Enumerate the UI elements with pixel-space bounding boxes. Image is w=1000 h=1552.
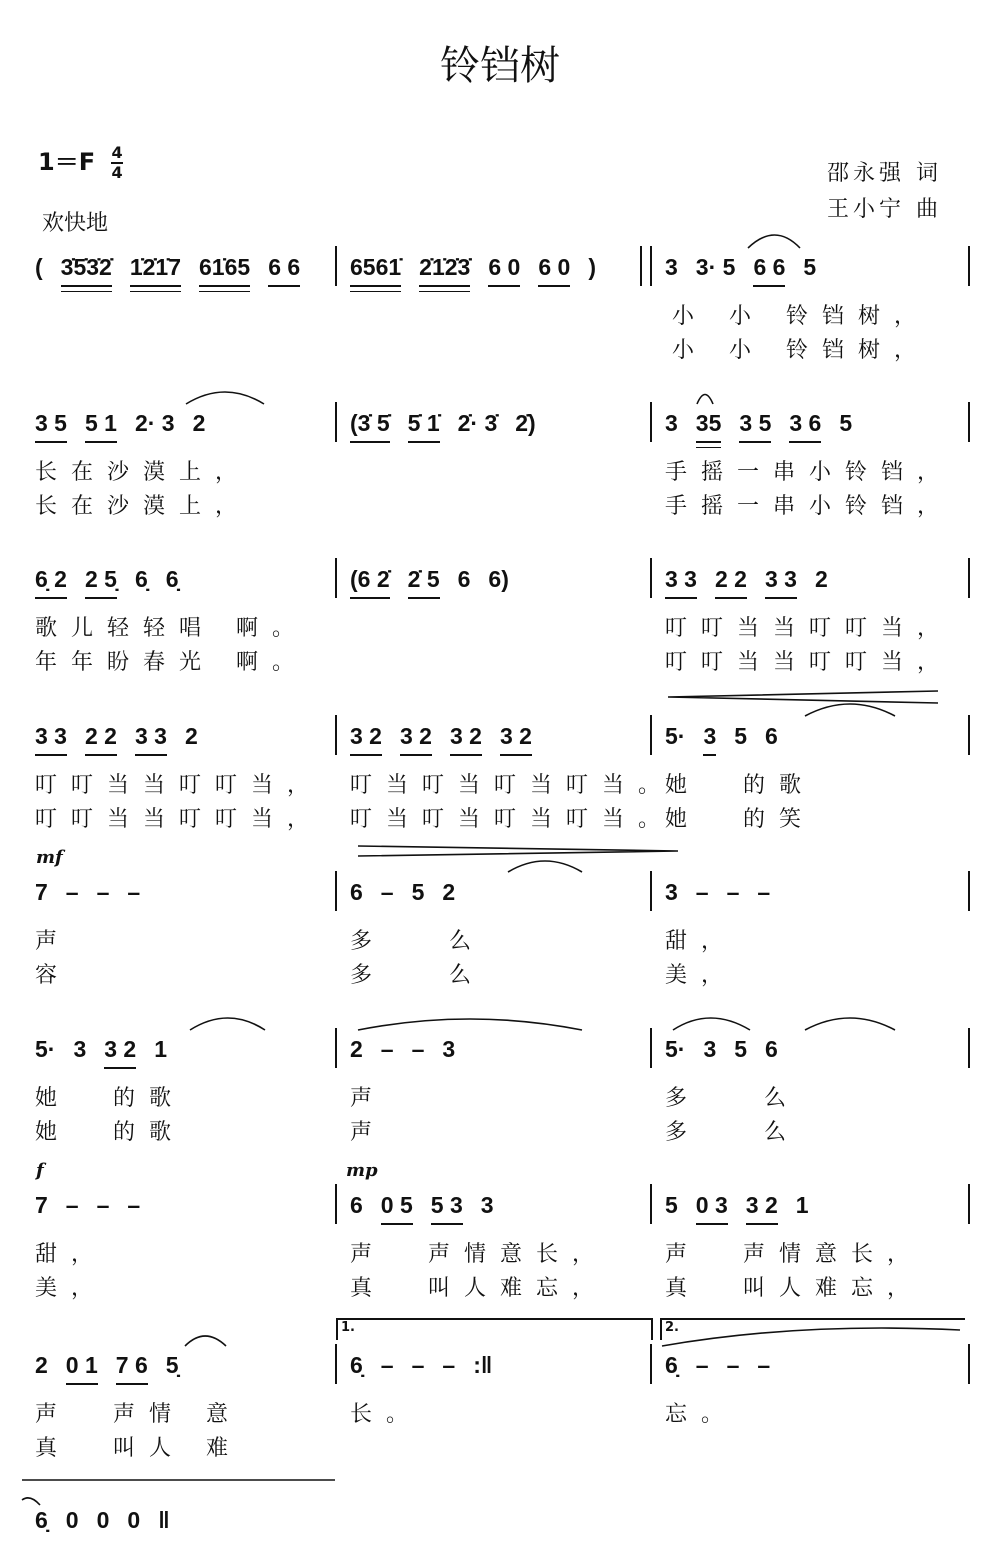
note-group: 1̇2̇1̇7	[130, 252, 181, 287]
note-group: 2 2	[715, 564, 747, 599]
note-group: 6 6	[753, 252, 785, 287]
lyric-line: 真 叫人 难	[35, 1436, 242, 1461]
note-group: 5·	[665, 1036, 686, 1062]
note-group: 2	[442, 879, 456, 905]
lyric-line: 她 的笑	[665, 807, 815, 832]
barline	[650, 246, 652, 286]
score-row	[0, 1034, 1000, 1145]
score-row	[0, 1320, 1000, 1461]
song-title: 铃铛树	[440, 43, 560, 89]
lyric-line: 手摇一串小铃铛，	[665, 494, 954, 519]
barline	[335, 1344, 337, 1384]
note-group: –	[411, 1352, 425, 1378]
barline	[968, 871, 970, 911]
dynamic-marking: mf	[36, 847, 63, 868]
score-row	[0, 252, 1000, 363]
barline	[968, 1344, 970, 1384]
lyric-line: 她 的歌	[665, 773, 815, 798]
lyric-line: 甜，	[35, 1242, 108, 1267]
note-group: 3 2	[450, 721, 482, 756]
barline	[650, 1184, 652, 1224]
note-group: 2 5̣	[85, 564, 117, 599]
note-group: 6̣	[35, 1507, 48, 1533]
note-group: 0 1	[66, 1350, 98, 1385]
lyric-line: 真 叫人难忘，	[665, 1276, 923, 1301]
slur	[185, 1336, 226, 1346]
lyric-line: 多 么	[665, 1120, 800, 1145]
note-group: 3	[665, 254, 678, 280]
note-group: :‖	[473, 1352, 493, 1378]
note-group: 0	[65, 1507, 79, 1533]
note-group: 6	[765, 1036, 778, 1062]
note-group: 1	[154, 1036, 168, 1062]
note-group: 5	[734, 1036, 748, 1062]
note-group: –	[380, 1352, 394, 1378]
lyric-line: 长。	[350, 1402, 423, 1427]
note-group: 6)	[488, 566, 509, 592]
measure	[665, 1190, 955, 1230]
note-group: 6561̇	[350, 252, 401, 287]
note-group: 3	[442, 1036, 456, 1062]
measure	[35, 1190, 325, 1230]
note-group: 6̣ 2	[35, 564, 67, 599]
note-group: 3 5	[35, 408, 67, 443]
measure	[350, 1350, 640, 1390]
measure	[665, 877, 955, 917]
note-group: 1	[795, 1192, 809, 1218]
barline	[650, 871, 652, 911]
note-group: 5·	[35, 1036, 56, 1062]
measure	[350, 721, 640, 761]
measure	[350, 1190, 640, 1230]
measure	[350, 252, 640, 292]
dynamic-marking: mp	[346, 1160, 378, 1181]
note-group: 3 2	[400, 721, 432, 756]
note-group: –	[96, 879, 110, 905]
decrescendo-hairpin	[358, 846, 678, 856]
note-group: 7	[35, 1192, 48, 1218]
tempo-marking: 欢快地	[42, 211, 109, 236]
note-group: 5	[665, 1192, 678, 1218]
note-group: –	[127, 879, 141, 905]
barline	[968, 1028, 970, 1068]
lyric-line: 长在沙漠上，	[35, 460, 252, 485]
barline	[968, 246, 970, 286]
score-row	[0, 847, 1000, 988]
note-group: 6̣	[165, 566, 179, 592]
time-signature	[111, 144, 122, 182]
note-group: 6 0	[538, 252, 570, 287]
barline	[968, 715, 970, 755]
lyric-line: 小 小 铃铛树，	[672, 304, 930, 329]
note-group: 2	[184, 723, 198, 749]
note-group: 3 3	[665, 564, 697, 599]
measure	[665, 564, 955, 604]
slur	[186, 392, 264, 404]
score-row	[0, 721, 1000, 832]
slur	[190, 1018, 265, 1030]
measure	[35, 1034, 325, 1074]
lyric-line: 叮叮当当叮叮当，	[665, 650, 954, 675]
note-group: –	[695, 879, 709, 905]
note-group: 2 2	[85, 721, 117, 756]
note-group: 3 2	[746, 1190, 778, 1225]
note-group: 3	[703, 1036, 717, 1062]
lyric-line: 美，	[35, 1276, 108, 1301]
note-group: 5	[411, 879, 425, 905]
measure	[35, 252, 325, 292]
fermata	[697, 395, 713, 405]
time-top: 4	[111, 143, 123, 162]
note-group: 2̇)	[515, 410, 536, 436]
note-group: 6 0	[488, 252, 520, 287]
lyric-line: 她 的歌	[35, 1086, 185, 1111]
lyric-line: 美，	[665, 963, 738, 988]
barline	[968, 402, 970, 442]
measure	[350, 1034, 640, 1074]
note-group: 3 5	[739, 408, 771, 443]
note-group: 3	[703, 721, 716, 756]
score-row	[0, 1505, 1000, 1545]
barline	[335, 1184, 337, 1224]
barline	[640, 246, 642, 286]
note-group: –	[695, 1352, 709, 1378]
measure	[35, 408, 325, 448]
note-group: 61̇65	[199, 252, 250, 287]
lyric-line: 长在沙漠上，	[35, 494, 252, 519]
note-group: 3	[665, 879, 678, 905]
note-group: 2̇· 3̇	[457, 410, 498, 436]
note-group: 3 2	[104, 1034, 136, 1069]
lyric-line: 多 么	[350, 929, 485, 954]
measure	[665, 721, 955, 761]
tie	[22, 1480, 335, 1505]
lyric-line: 声 声情意长，	[350, 1242, 608, 1267]
note-group: 3	[480, 1192, 494, 1218]
lyric-line: 多 么	[665, 1086, 800, 1111]
note-group: 0 3	[696, 1190, 728, 1225]
barline	[650, 402, 652, 442]
measure	[665, 1034, 955, 1074]
lyric-line: 多 么	[350, 963, 485, 988]
measure	[665, 252, 955, 292]
note-group: 6̣	[665, 1352, 678, 1378]
note-group: 6	[765, 723, 778, 749]
note-group: –	[726, 1352, 740, 1378]
note-group: –	[96, 1192, 110, 1218]
note-group: 2	[350, 1036, 363, 1062]
lyric-line: 叮当叮当叮当叮当。	[350, 807, 675, 832]
note-group: 2	[35, 1352, 48, 1378]
slur	[805, 1018, 895, 1030]
score-row	[0, 408, 1000, 519]
measure	[665, 1350, 955, 1390]
note-group: 6 6	[268, 252, 300, 287]
key-signature	[38, 142, 123, 182]
barline	[650, 715, 652, 755]
note-group: 2	[814, 566, 828, 592]
lyric-line: 声	[35, 929, 72, 954]
barline	[335, 871, 337, 911]
measure	[35, 1505, 325, 1545]
crescendo-hairpin	[668, 691, 938, 703]
lyric-line: 声 声情 意	[35, 1402, 242, 1427]
barline	[650, 1028, 652, 1068]
note-group: )	[588, 254, 596, 280]
barline	[335, 246, 337, 286]
measure	[35, 564, 325, 604]
note-group: 6	[457, 566, 471, 592]
measure	[665, 408, 955, 448]
note-group: 5·	[665, 723, 686, 749]
slur	[748, 235, 800, 248]
measure	[350, 877, 640, 917]
lyric-line: 甜，	[665, 929, 738, 954]
lyric-line: 她 的歌	[35, 1120, 185, 1145]
note-group: –	[442, 1352, 456, 1378]
lyric-line: 手摇一串小铃铛，	[665, 460, 954, 485]
note-group: –	[757, 1352, 771, 1378]
measure	[35, 721, 325, 761]
dynamic-marking: f	[36, 1160, 44, 1181]
note-group: –	[380, 879, 394, 905]
note-group: 3	[73, 1036, 87, 1062]
lyric-line: 叮叮当当叮叮当，	[35, 807, 324, 832]
note-group: –	[757, 879, 771, 905]
note-group: 3 2	[350, 721, 382, 756]
measure	[35, 877, 325, 917]
measure	[350, 408, 640, 448]
score-row	[0, 1160, 1000, 1301]
note-group: (6 2̇	[350, 564, 390, 599]
note-group: 0 5	[381, 1190, 413, 1225]
note-group: 7	[35, 879, 48, 905]
lyricist-credit: 邵永强 词	[827, 161, 942, 186]
measure	[35, 1350, 325, 1390]
volta-bracket-2: 2.	[660, 1318, 965, 1340]
measure	[350, 564, 640, 604]
note-group: –	[65, 1192, 79, 1218]
note-group: 35	[696, 408, 722, 443]
note-group: 3	[665, 410, 678, 436]
note-group: 3 3	[135, 721, 167, 756]
note-group: (	[35, 254, 43, 280]
barline	[650, 1344, 652, 1384]
note-group: –	[726, 879, 740, 905]
slur	[673, 1018, 750, 1030]
barline	[968, 558, 970, 598]
note-group: 2· 3	[134, 410, 175, 436]
lyric-line: 容	[35, 963, 72, 988]
note-group: 3 2	[500, 721, 532, 756]
lyric-line: 年年盼春光 啊。	[35, 650, 308, 675]
note-group: 6	[350, 1192, 363, 1218]
note-group: –	[127, 1192, 141, 1218]
score-row	[0, 564, 1000, 675]
slur	[358, 1019, 582, 1030]
composer-credit: 王小宁 曲	[827, 197, 942, 222]
barline	[335, 1028, 337, 1068]
lyric-line: 叮当叮当叮当叮当。	[350, 773, 675, 798]
note-group: ‖	[158, 1507, 170, 1533]
note-group: 5 3	[431, 1190, 463, 1225]
lyric-line: 小 小 铃铛树，	[672, 338, 930, 363]
slur	[805, 704, 895, 716]
note-group: 2	[192, 410, 206, 436]
note-group: –	[411, 1036, 425, 1062]
note-group: 0	[96, 1507, 110, 1533]
note-group: 6̣	[134, 566, 148, 592]
note-group: 3 3	[35, 721, 67, 756]
barline	[335, 402, 337, 442]
note-group: 3 6	[789, 408, 821, 443]
lyric-line: 叮叮当当叮叮当，	[665, 616, 954, 641]
barline	[335, 558, 337, 598]
lyric-line: 声	[350, 1086, 387, 1111]
note-group: 3 3	[765, 564, 797, 599]
barline	[650, 558, 652, 598]
note-group: 5 1	[85, 408, 117, 443]
lyric-line: 歌儿轻轻唱 啊。	[35, 616, 308, 641]
key-label: 1＝F	[38, 148, 96, 176]
note-group: 5̇ 1̇	[408, 408, 440, 443]
lyric-line: 叮叮当当叮叮当，	[35, 773, 324, 798]
lyric-line: 真 叫人难忘，	[350, 1276, 608, 1301]
barline	[335, 715, 337, 755]
barline	[968, 1184, 970, 1224]
note-group: 2̇1̇2̇3̇	[419, 252, 470, 287]
note-group: 6	[350, 879, 363, 905]
lyric-line: 声	[350, 1120, 387, 1145]
slur	[508, 861, 582, 872]
note-group: 2̇ 5	[408, 564, 440, 599]
note-group: 5	[803, 254, 817, 280]
note-group: 6̣	[350, 1352, 363, 1378]
time-bottom: 4	[111, 163, 123, 182]
note-group: 5̣	[165, 1352, 179, 1378]
note-group: 3· 5	[695, 254, 736, 280]
note-group: 5	[734, 723, 748, 749]
note-group: 0	[127, 1507, 141, 1533]
note-group: 7 6	[116, 1350, 148, 1385]
note-group: 5	[839, 410, 853, 436]
note-group: –	[380, 1036, 394, 1062]
note-group: (3̇ 5̇	[350, 408, 390, 443]
volta-bracket-1: 1.	[336, 1318, 653, 1340]
lyric-line: 声 声情意长，	[665, 1242, 923, 1267]
lyric-line: 忘。	[665, 1402, 738, 1427]
note-group: 3̇5̇3̇2̇	[61, 252, 112, 287]
note-group: –	[65, 879, 79, 905]
